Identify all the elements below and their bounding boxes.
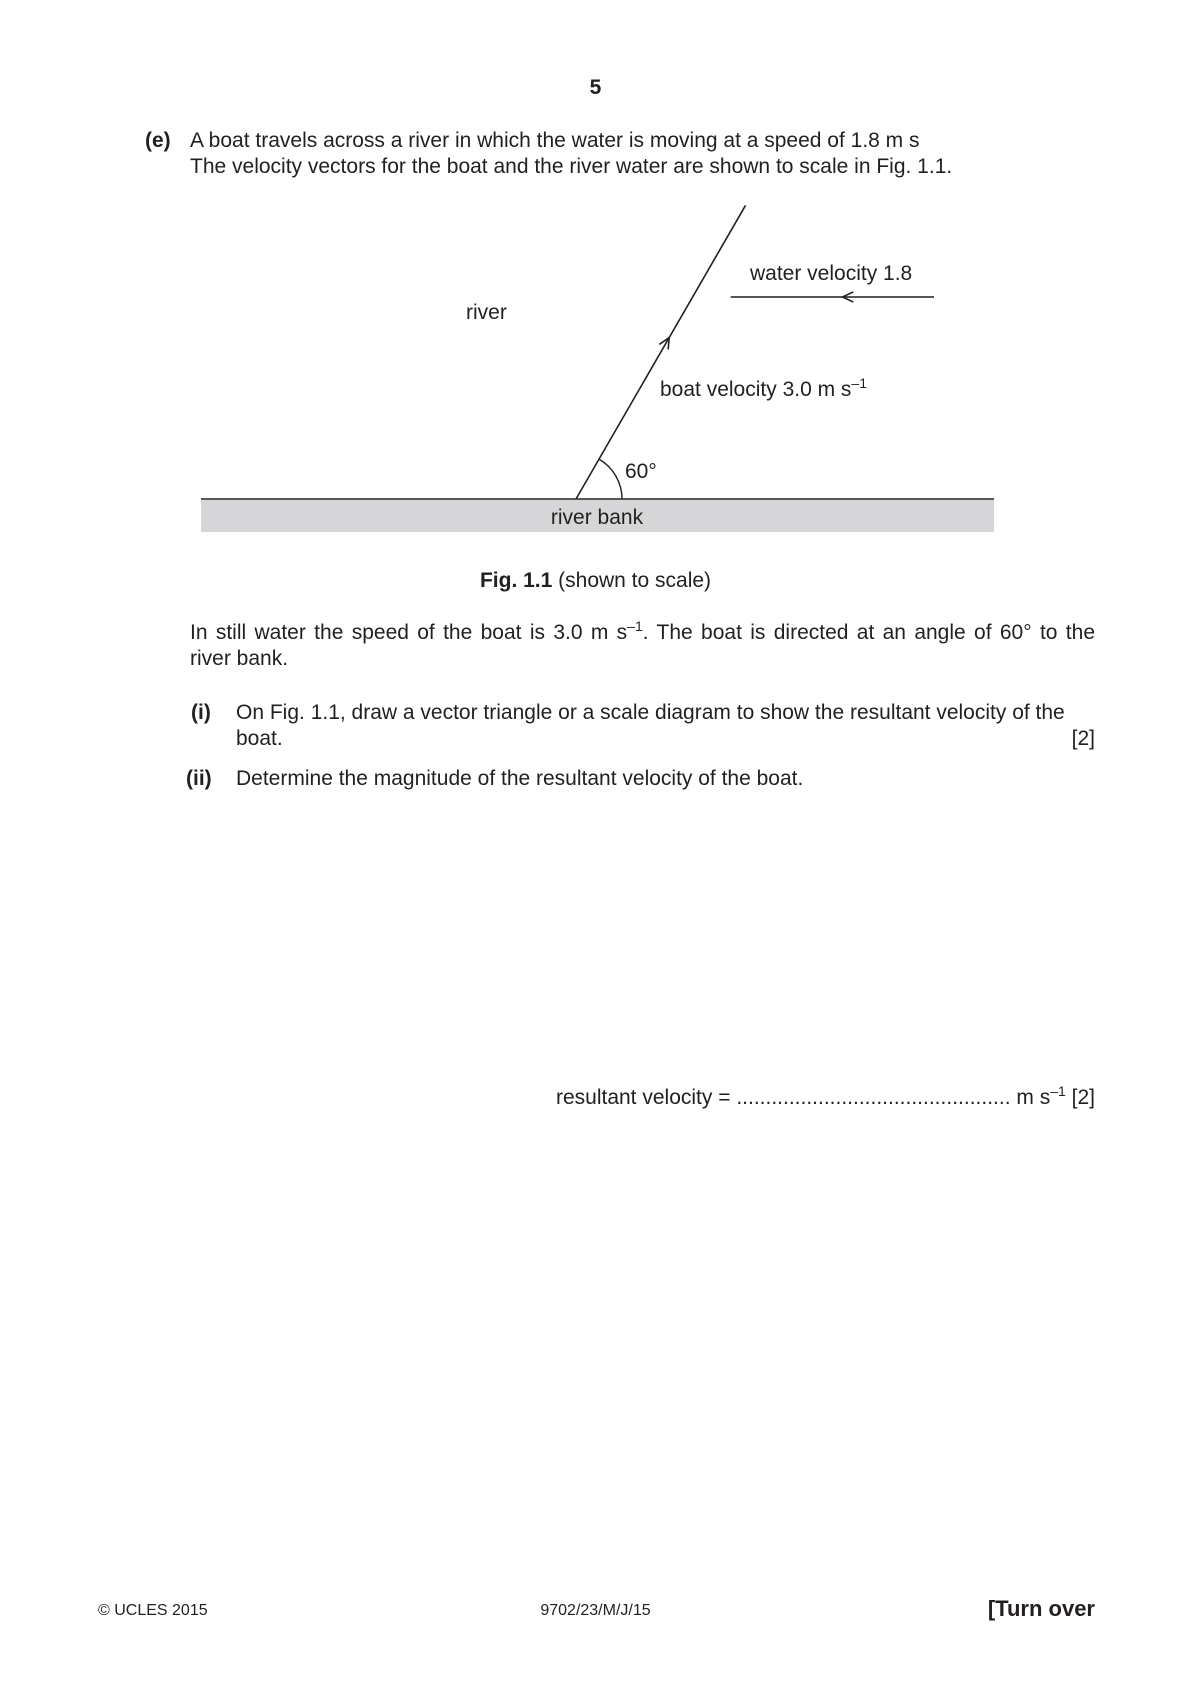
footer-paper-code: 9702/23/M/J/15	[540, 1602, 651, 1619]
subpart-ii-line1: Determine the magnitude of the resultant velocity of the boat.	[236, 767, 804, 790]
question-part-label: (e)	[145, 129, 171, 152]
subpart-i-line2: boat.	[236, 727, 283, 750]
boat-velocity-label: boat velocity 3.0 m $s^{-1}$	[660, 375, 867, 401]
footer-turn-over: [Turn over	[987, 1596, 1095, 1621]
subpart-i-line1: On Fig. 1.1, draw a vector triangle or a scale diagram to show the resultant velocity of the	[236, 701, 1065, 724]
angle-label: 60°	[625, 460, 657, 483]
answer-blank[interactable]: ...............................................	[736, 1086, 1011, 1109]
footer-copyright: © UCLES 2015	[98, 1602, 208, 1619]
page-number: 5	[589, 76, 602, 99]
boat-velocity-vector	[576, 205, 746, 499]
answer-line: resultant velocity = ............................................... m $s^{-1}$ [2]	[555, 1083, 1095, 1109]
still-water-line2: river bank.	[190, 647, 289, 670]
boat-arrowhead	[659, 338, 669, 350]
still-water-line1: In still water the speed of the boat is 3.0 m $s^{-1}$. The boat is directed at an angle of 60° to the	[190, 618, 1095, 644]
subpart-i-marks: [2]	[1071, 727, 1095, 750]
river-label: river	[466, 301, 507, 324]
subpart-i-label: (i)	[191, 701, 211, 724]
question-intro-line1: A boat travels across a river in which the water is moving at a speed of 1.8 m s	[190, 129, 920, 152]
water-velocity-label: water velocity 1.8	[750, 262, 913, 285]
angle-arc	[599, 459, 622, 499]
vector-diagram	[0, 0, 1191, 560]
figure-caption: Fig. 1.1 (shown to scale)	[479, 569, 712, 592]
river-bank-label: river bank	[550, 506, 644, 529]
subpart-ii-label: (ii)	[186, 767, 212, 790]
question-intro-line2: The velocity vectors for the boat and the river water are shown to scale in Fig. 1.1.	[190, 155, 953, 178]
